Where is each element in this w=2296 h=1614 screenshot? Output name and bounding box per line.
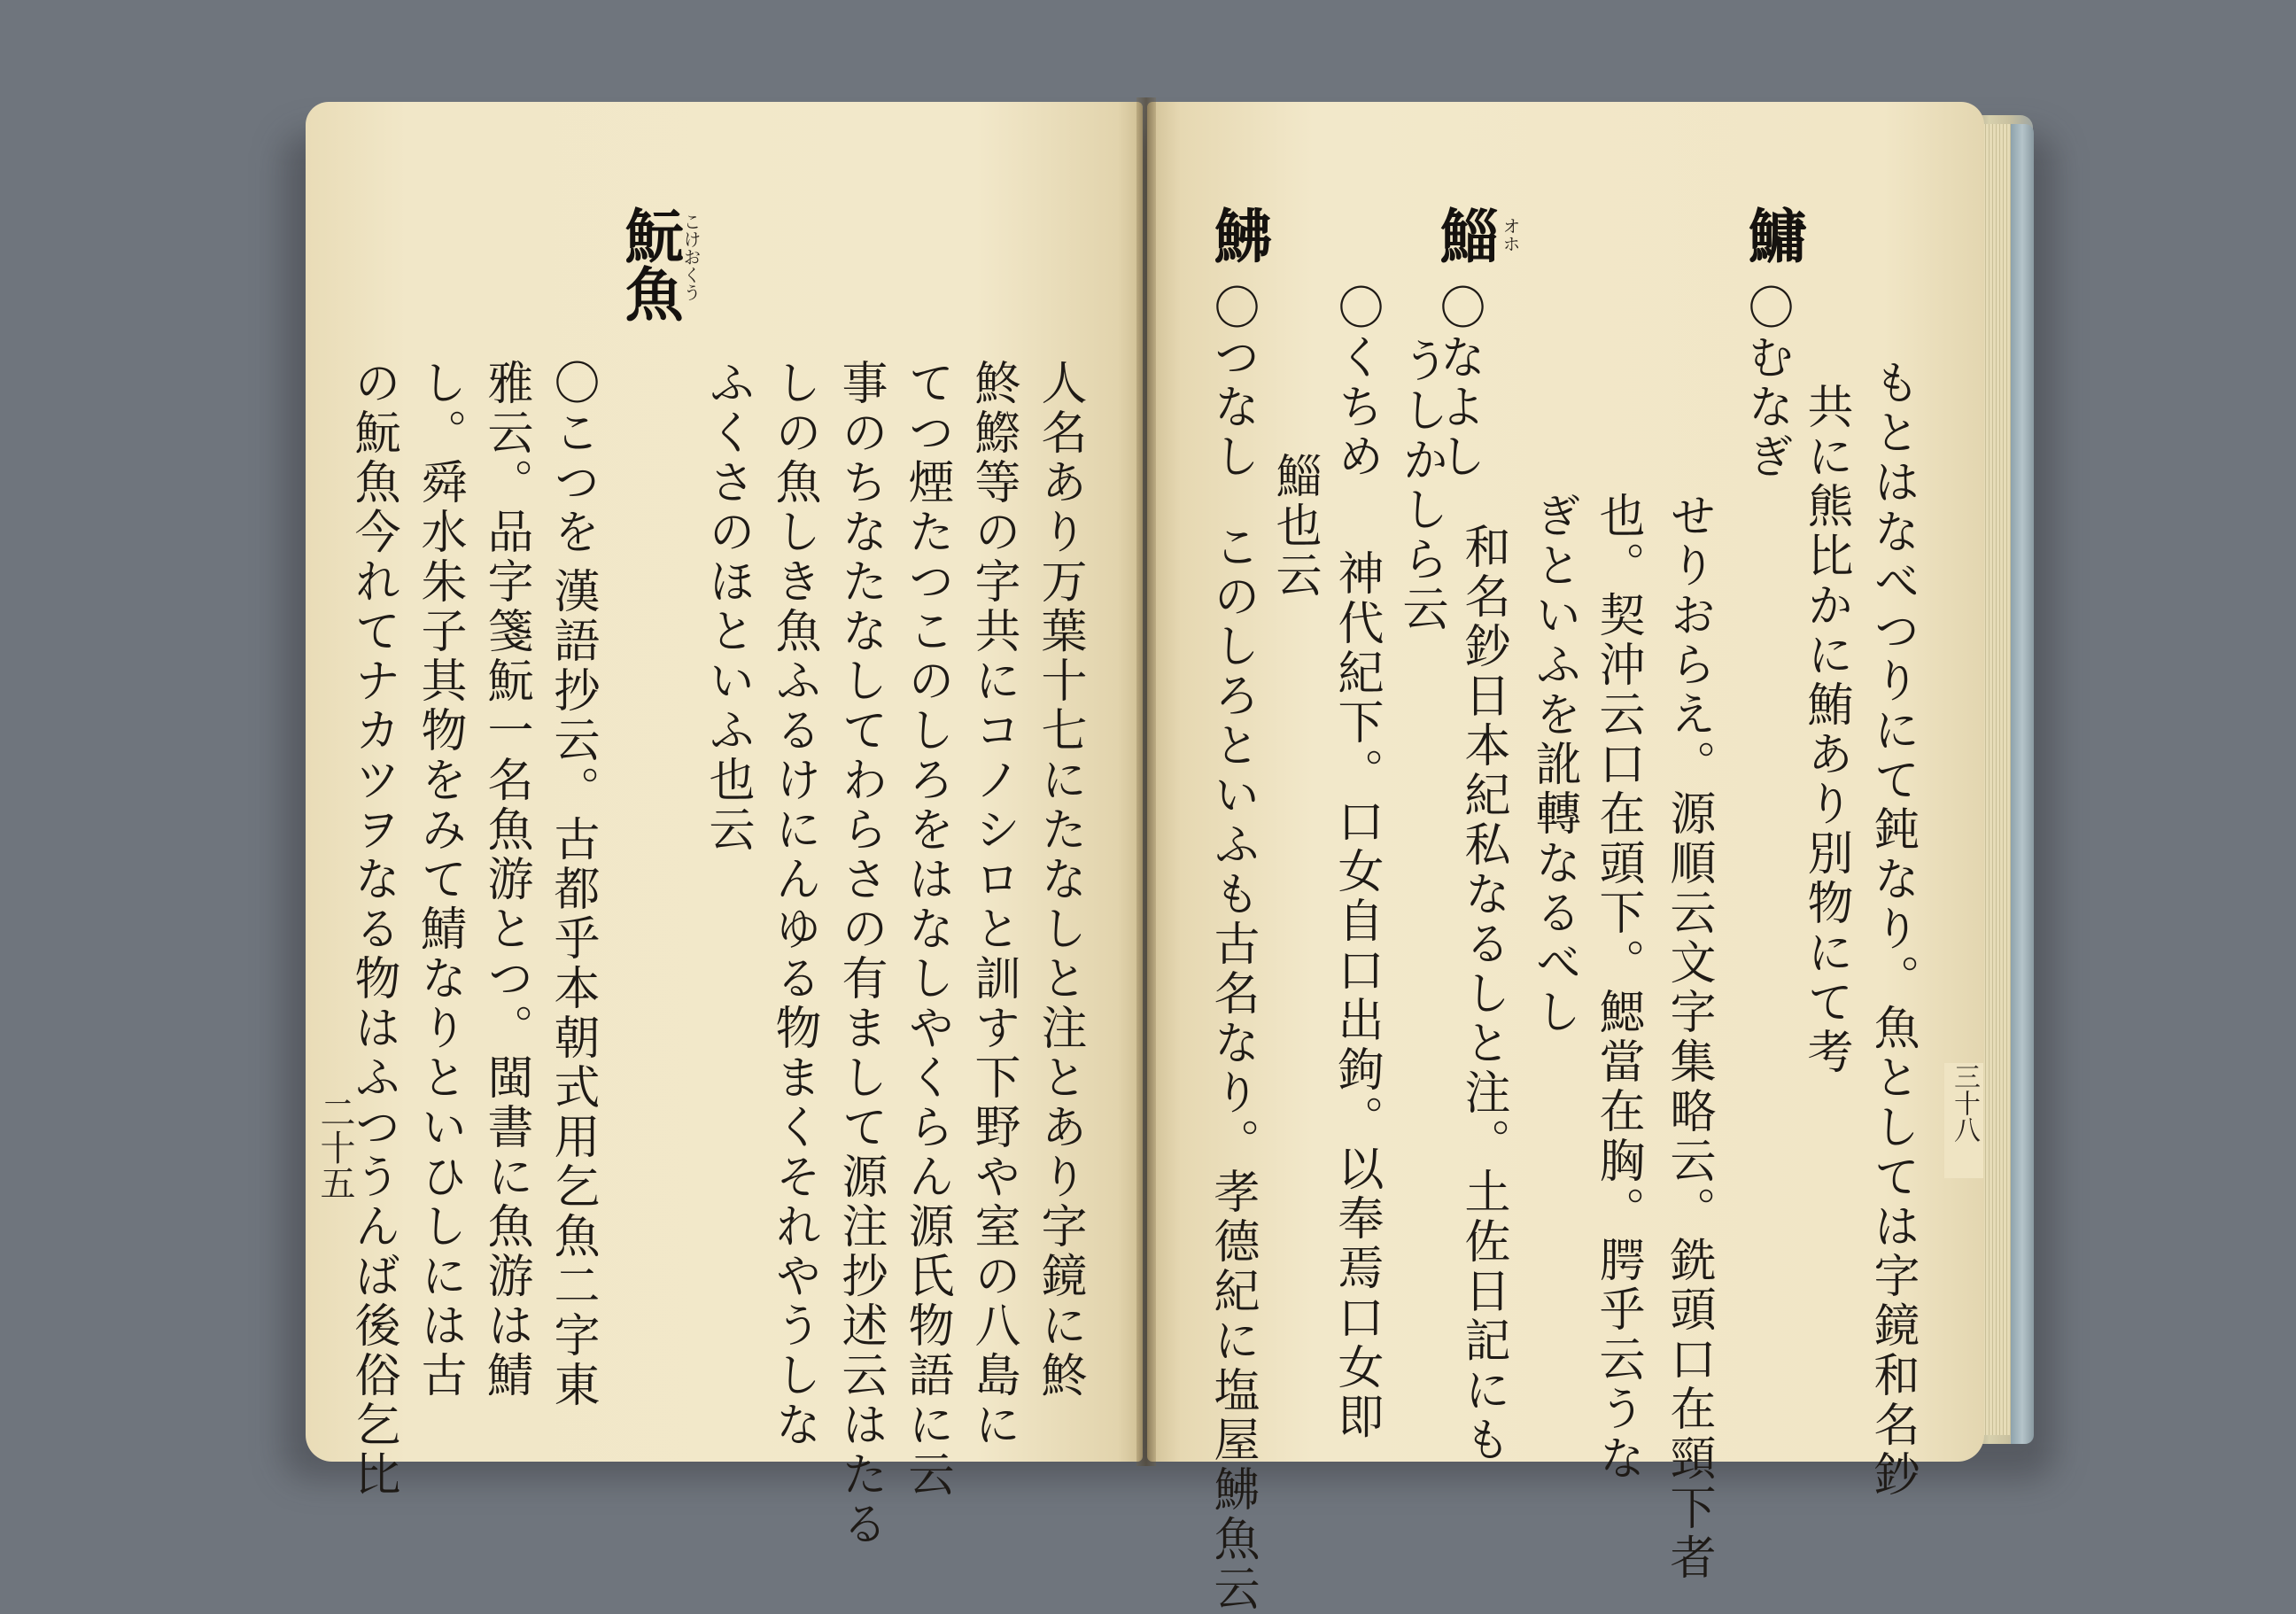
text-column: しの魚しき魚ふるけにんゆる物まくそれやうしな: [767, 359, 820, 1450]
entry-reading: 〇むなぎ: [1740, 283, 1793, 482]
entry-reading: 〇つなし: [1206, 283, 1259, 482]
text-column: 事のちなたなしてわらさの有まして源注抄述云はたる: [834, 359, 887, 1549]
text-column: 鯔也云: [1268, 452, 1321, 601]
text-column: 人名あり万葉十七にたなしと注とあり字鏡に鮗: [1033, 359, 1086, 1401]
text-column: 神代紀下。口女自口出鉤。以奉焉口女即: [1330, 549, 1383, 1442]
entry-ruby: オホ: [1500, 217, 1521, 252]
entry-reading: 〇くちめ: [1330, 283, 1383, 482]
folio-number: 二十五: [314, 1094, 355, 1200]
entry-heading: 魭魚: [615, 206, 684, 322]
entry-ruby: こけおくう: [680, 213, 702, 301]
text-column: このしろといふも古名なり。孝德紀に塩屋鮄魚云: [1206, 523, 1259, 1614]
text-column: ふくさのほといふ也云: [701, 359, 754, 855]
text-column: もとはなべつりにて鈍なり。魚としては字鏡和名鈔: [1866, 359, 1919, 1500]
text-column: 鮗鰶等の字共にコノシロと訓す下野や室の八島に: [966, 359, 1020, 1450]
text-column: 漢語抄云。古都乎本朝式用乞魚二字東: [546, 567, 599, 1410]
edge-page-mark: 三十八: [1944, 1063, 1983, 1178]
entry-heading: 鯔: [1430, 206, 1499, 264]
entry-heading: 鮄: [1204, 206, 1273, 264]
text-column: うしかしら云: [1394, 337, 1447, 634]
text-column: 和名鈔日本紀私なるしと注。土佐日記にも: [1456, 523, 1509, 1465]
text-column: 也。契沖云口在頭下。鰓當在胸。腭乎云うな: [1591, 492, 1644, 1484]
text-column: てつ煙たつこのしろをはなしやくらん源氏物語に云: [900, 359, 953, 1500]
book-gutter: [1136, 97, 1156, 1466]
text-column: 共に熊比かに鮪あり別物にて考: [1799, 383, 1852, 1077]
entry-reading: 〇なよし: [1431, 283, 1485, 482]
text-column: 雅云。品字箋魭一名魚游とつ。閩書に魚游は鯖: [479, 359, 532, 1401]
text-column: ぎといふを訛轉なるべし: [1527, 492, 1580, 1037]
entry-heading: 鱅: [1738, 206, 1807, 264]
entry-reading: 〇こつを: [546, 359, 599, 557]
text-column: せりおらえ。源順云文字集略云。銑頭口在頸下者: [1662, 492, 1715, 1583]
text-column: の魭魚今れてナカツヲなる物はふつうんば後俗乞比: [346, 359, 399, 1500]
text-column: し。舜水朱子其物をみて鯖なりといひしには古: [413, 359, 466, 1401]
back-cover-edge: [2011, 124, 2034, 1444]
